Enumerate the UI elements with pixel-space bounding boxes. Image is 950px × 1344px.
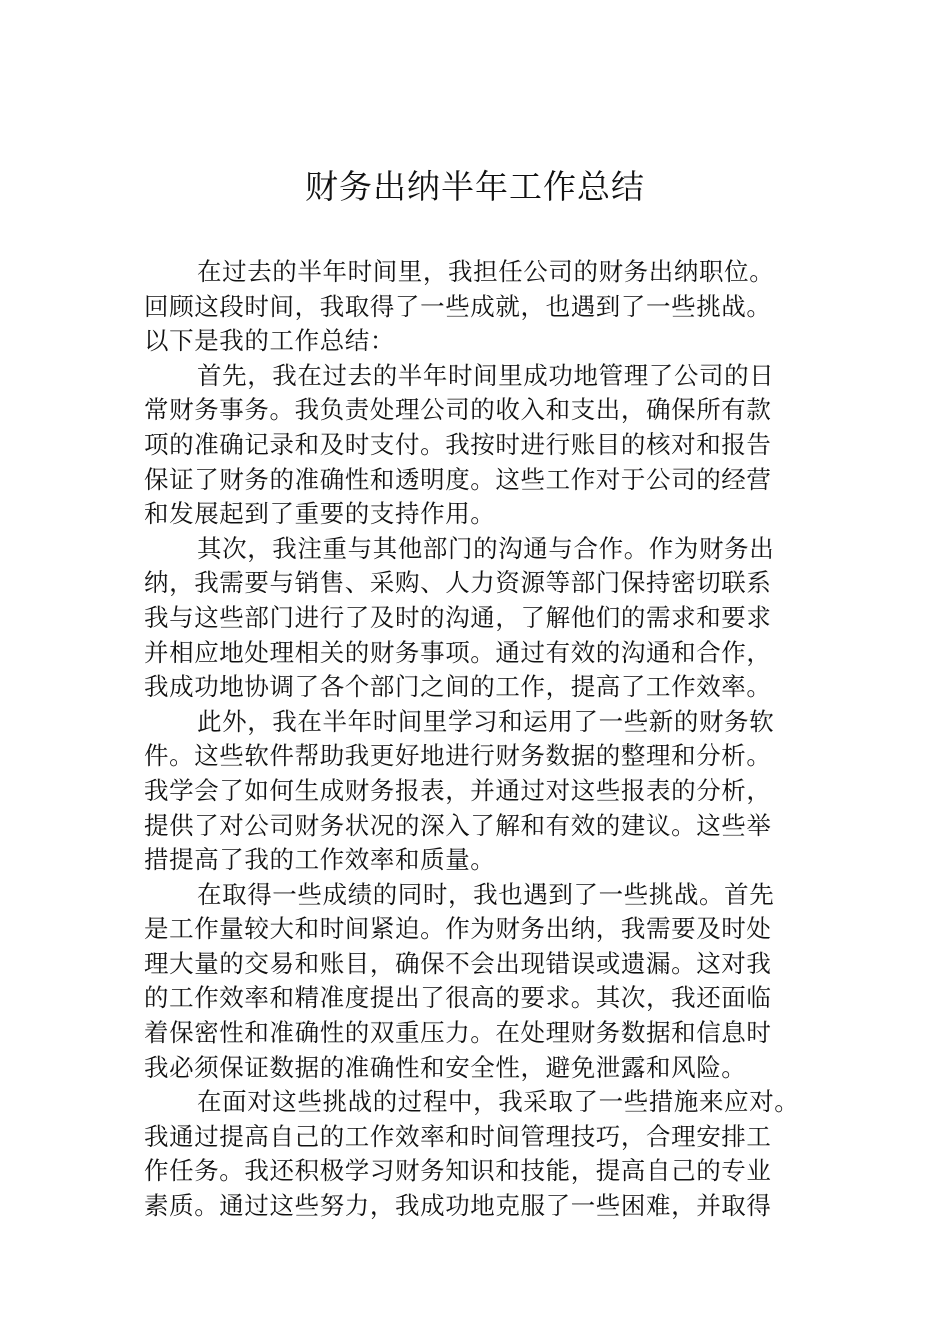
text-line: 并相应地处理相关的财务事项。通过有效的沟通和合作， [144,637,772,667]
text-line: 项的准确记录和及时支付。我按时进行账目的核对和报告 [144,429,772,459]
text-line: 在取得一些成绩的同时，我也遇到了一些挑战。首先 [197,879,775,909]
text-line: 我成功地协调了各个部门之间的工作，提高了工作效率。 [144,672,772,702]
text-line: 是工作量较大和时间紧迫。作为财务出纳，我需要及时处 [144,914,772,944]
text-line: 我通过提高自己的工作效率和时间管理技巧，合理安排工 [144,1121,772,1151]
text-line: 以下是我的工作总结： [144,326,395,356]
text-line: 我与这些部门进行了及时的沟通，了解他们的需求和要求 [144,602,772,632]
text-line: 的工作效率和精准度提出了很高的要求。其次，我还面临 [144,983,772,1013]
text-line: 此外，我在半年时间里学习和运用了一些新的财务软 [197,706,775,736]
text-line: 回顾这段时间，我取得了一些成就，也遇到了一些挑战。 [144,291,772,321]
text-line: 理大量的交易和账目，确保不会出现错误或遗漏。这对我 [144,948,772,978]
text-line: 提供了对公司财务状况的深入了解和有效的建议。这些举 [144,810,772,840]
text-line: 和发展起到了重要的支持作用。 [144,499,496,529]
text-line: 其次，我注重与其他部门的沟通与合作。作为财务出 [197,533,775,563]
text-line: 件。这些软件帮助我更好地进行财务数据的整理和分析。 [144,741,772,771]
text-line: 素质。通过这些努力，我成功地克服了一些困难，并取得 [144,1191,772,1221]
text-line: 保证了财务的准确性和透明度。这些工作对于公司的经营 [144,464,772,494]
text-line: 我必须保证数据的准确性和安全性，避免泄露和风险。 [144,1052,747,1082]
document-title: 财务出纳半年工作总结 [305,167,645,206]
document-body [144,255,809,1224]
text-line: 首先，我在过去的半年时间里成功地管理了公司的日 [197,360,775,390]
text-line: 在过去的半年时间里，我担任公司的财务出纳职位。 [197,257,775,286]
text-line: 常财务事务。我负责处理公司的收入和支出，确保所有款 [144,395,772,425]
text-line: 在面对这些挑战的过程中，我采取了一些措施来应对。 [197,1087,800,1117]
text-line: 着保密性和准确性的双重压力。在处理财务数据和信息时 [144,1018,772,1048]
text-line: 措提高了我的工作效率和质量。 [144,845,496,875]
text-line: 纳，我需要与销售、采购、人力资源等部门保持密切联系 [144,568,772,598]
text-line: 我学会了如何生成财务报表，并通过对这些报表的分析， [144,775,772,805]
text-line: 作任务。我还积极学习财务知识和技能，提高自己的专业 [144,1156,772,1186]
